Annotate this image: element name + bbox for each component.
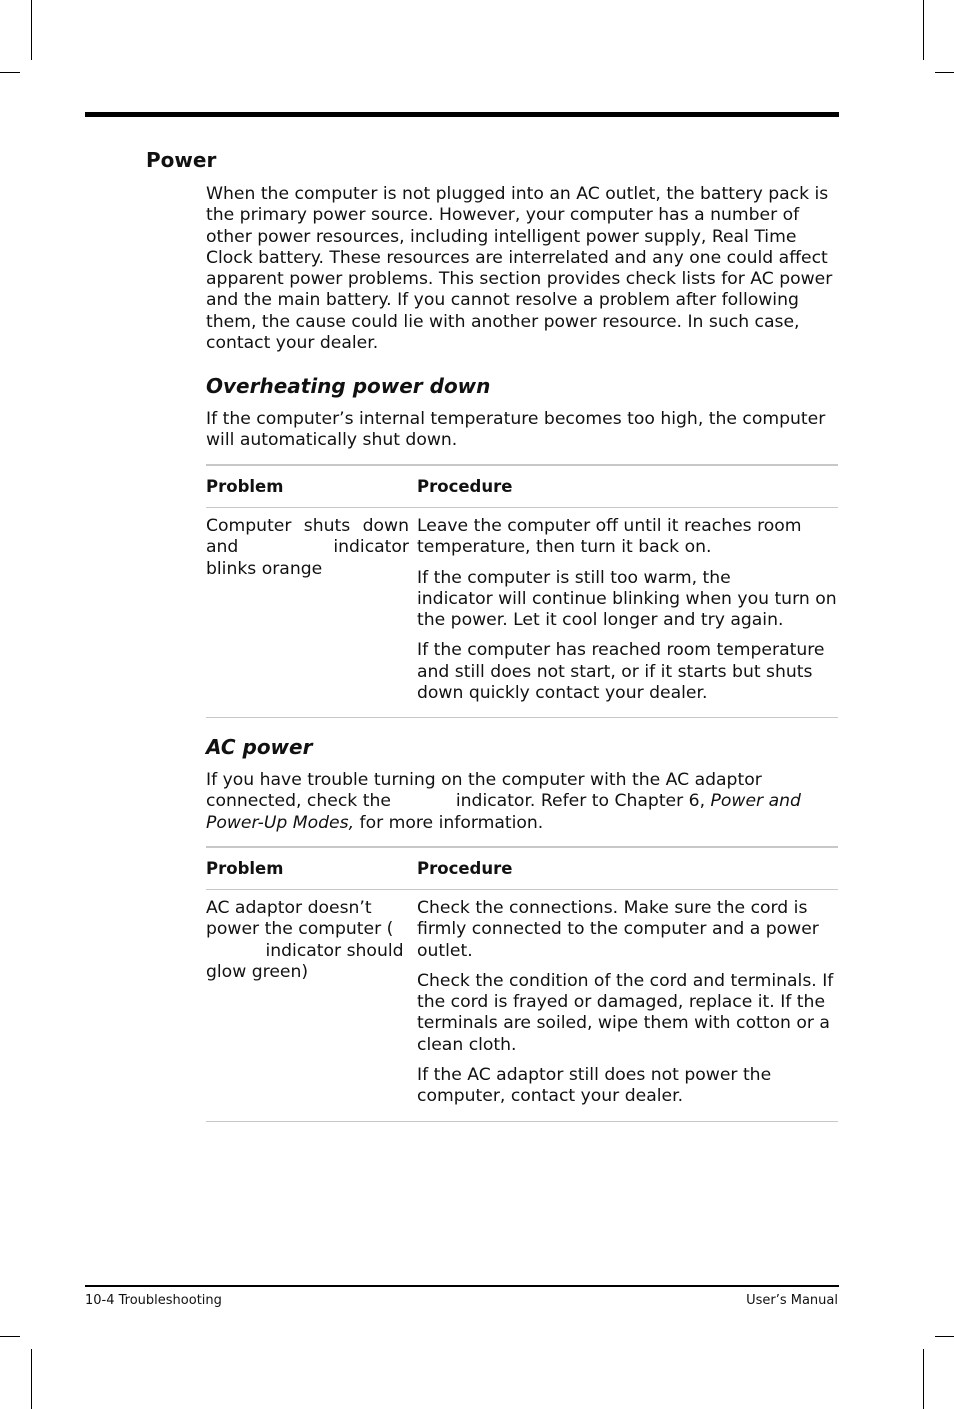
procedure-item: Check the condition of the cord and terminals. If the cord is frayed or damaged, replace it. If the terminals are soiled, wipe them with cotton or a clean cloth. [417, 970, 834, 1055]
procedure-cell [417, 516, 838, 704]
procedure-item: If the computer is still too warm, the indicator will continue blinking when you turn on the power. Let it cool longer and try again. [417, 567, 837, 631]
table-rule [206, 1121, 838, 1122]
header-rule [85, 112, 839, 117]
chapter-reference: Power and Power-Up Modes, [206, 791, 801, 833]
procedure-cell [417, 898, 838, 1108]
overheating-table [206, 464, 838, 718]
overheating-title: Overheating power down [206, 374, 491, 398]
crop-mark [0, 72, 20, 73]
table-header [206, 848, 838, 889]
table-row [206, 508, 838, 704]
table-header [206, 466, 838, 507]
crop-mark [935, 1336, 954, 1337]
footer-right: User’s Manual [746, 1293, 838, 1308]
ac-power-table [206, 846, 838, 1122]
ac-power-intro: If you have trouble turning on the computer with the AC adaptor connected, check the indicator. Refer to Chapter 6, Power and Power-Up Modes, for more information. [206, 770, 801, 833]
problem-cell [206, 516, 417, 704]
crop-mark [0, 1336, 20, 1337]
section-title: Power [146, 148, 217, 172]
problem-text: AC adaptor doesn’t power the computer ( [206, 898, 394, 940]
crop-mark [923, 0, 924, 60]
procedure-item: If the AC adaptor still does not power the computer, contact your dealer. [417, 1065, 772, 1107]
ac-power-title: AC power [206, 735, 313, 759]
crop-mark [923, 1349, 924, 1409]
header-problem: Problem [206, 859, 284, 878]
crop-mark [31, 1349, 32, 1409]
crop-mark [31, 0, 32, 60]
problem-text: indicator should glow green) [206, 940, 404, 982]
table-row [206, 890, 838, 1108]
header-problem: Problem [206, 477, 284, 496]
problem-cell [206, 898, 417, 1108]
section-intro: When the computer is not plugged into an AC outlet, the battery pack is the primary power source. However, your computer has a number of other power resources, including intelligent power supply, Real Time Clock battery. These resources are interrelated and any one could affect apparent power problems. This section provides check lists for AC power and the main battery. If you cannot resolve a problem after following them, the cause could lie with another power resource. In such case, contact your dealer. [206, 184, 833, 354]
header-procedure: Procedure [417, 859, 513, 878]
problem-text: Computer shuts down and [206, 516, 409, 558]
overheating-intro: If the computer’s internal temperature becomes too high, the computer will automatically shut down. [206, 409, 826, 451]
header-procedure: Procedure [417, 477, 513, 496]
footer-rule [85, 1285, 839, 1287]
problem-text: indicator blinks orange [206, 537, 410, 579]
procedure-item: Leave the computer off until it reaches room temperature, then turn it back on. [417, 516, 802, 558]
crop-mark [935, 72, 954, 73]
footer-left: 10-4 Troubleshooting [85, 1293, 222, 1308]
table-rule [206, 717, 838, 718]
procedure-item: If the computer has reached room temperature and still does not start, or if it starts but shuts down quickly contact your dealer. [417, 640, 825, 704]
procedure-item: Check the connections. Make sure the cord is firmly connected to the computer and a power outlet. [417, 898, 819, 961]
